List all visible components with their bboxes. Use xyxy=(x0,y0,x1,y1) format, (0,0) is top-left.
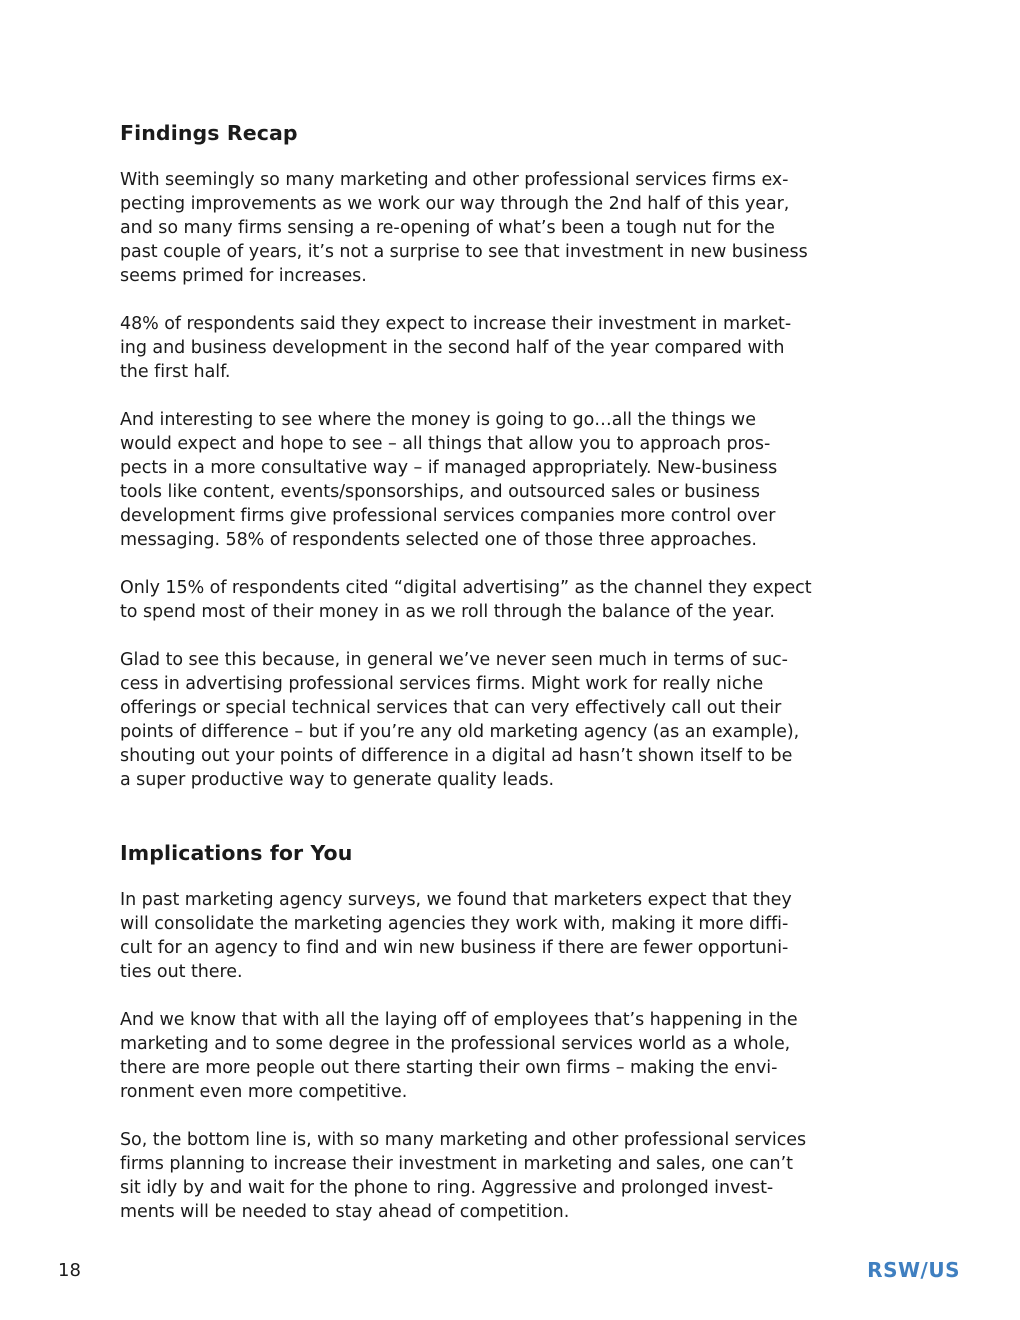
paragraph: In past marketing agency surveys, we found that marketers expect that they will consolidate the marketing agencies they work with, making it more diffi- cult for an agency to find and win new business if there are fewer opportuni- ties out there. xyxy=(120,890,792,982)
section-heading-findings-recap: Findings Recap xyxy=(120,121,298,145)
paragraph: With seemingly so many marketing and other professional services firms ex- pecting improvements as we work our way through the 2nd half of this year, and so many firms sensing a re-opening of what’s been a tough nut for the past couple of years, it’s not a surprise to see that investment in new business seems primed for increases. xyxy=(120,170,808,286)
rsw-us-logo: RSW/US xyxy=(867,1258,960,1282)
implications-section xyxy=(120,838,910,1224)
paragraph: And we know that with all the laying off of employees that’s happening in the marketing and to some degree in the professional services world as a whole, there are more people out there starting their own firms – making the envi- ronment even more competitive. xyxy=(120,1010,798,1102)
section-spacer xyxy=(120,816,910,838)
paragraph: 48% of respondents said they expect to increase their investment in market- ing and business development in the second half of the year compared with the first half. xyxy=(120,314,792,382)
section-heading-implications: Implications for You xyxy=(120,841,353,865)
paragraph: So, the bottom line is, with so many marketing and other professional services firms planning to increase their investment in marketing and sales, one can’t sit idly by and wait for the phone to ring. Aggressive and prolonged invest- ments will be needed to stay ahead of competition. xyxy=(120,1130,807,1222)
paragraph: Glad to see this because, in general we’ve never seen much in terms of suc- cess in advertising professional services firms. Might work for really niche offerings or special technical services that can very effectively call out their points of difference – but if you’re any old marketing agency (as an example), shouting out your points of difference in a digital ad hasn’t shown itself to be a super productive way to generate quality leads. xyxy=(120,650,800,790)
paragraph: Only 15% of respondents cited “digital advertising” as the channel they expect to spend most of their money in as we roll through the balance of the year. xyxy=(120,578,812,622)
page-content xyxy=(120,118,910,1248)
findings-recap-section xyxy=(120,118,910,792)
page-number: 18 xyxy=(58,1260,81,1281)
paragraph: And interesting to see where the money is going to go…all the things we would expect and hope to see – all things that allow you to approach pros- pects in a more consultative way – if managed appropriately. New-business tools like content, events/sponsorships, and outsourced sales or business development firms give professional services companies more control over messaging. 58% of respondents selected one of those three approaches. xyxy=(120,410,778,550)
